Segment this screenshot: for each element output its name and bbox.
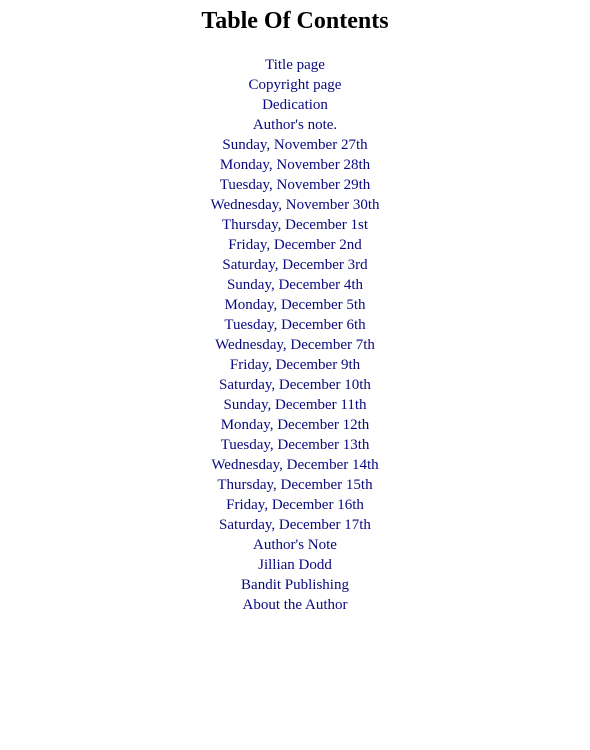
- toc-item: [0, 215, 590, 235]
- toc-link-title-page[interactable]: Title page: [265, 57, 325, 73]
- toc-item: [0, 335, 590, 355]
- toc-item: [0, 135, 590, 155]
- toc-item: [0, 235, 590, 255]
- toc-item: [0, 455, 590, 475]
- toc-link-chapter[interactable]: Thursday, December 1st: [221, 217, 369, 233]
- toc-link-publisher[interactable]: Bandit Publishing: [241, 577, 349, 593]
- toc-link-about-author[interactable]: About the Author: [242, 597, 348, 613]
- toc-link-chapter[interactable]: Friday, December 16th: [226, 497, 364, 513]
- page-title: Table Of Contents: [201, 8, 389, 34]
- toc-item: [0, 355, 590, 375]
- toc-item: [0, 575, 590, 595]
- toc-link-chapter[interactable]: Wednesday, November 30th: [210, 197, 380, 213]
- toc-link-chapter[interactable]: Sunday, November 27th: [222, 137, 368, 153]
- toc-link-chapter[interactable]: Friday, December 2nd: [228, 237, 362, 253]
- toc-link-chapter[interactable]: Thursday, December 15th: [217, 477, 373, 493]
- toc-link-chapter[interactable]: Tuesday, November 29th: [219, 177, 371, 193]
- toc-item: [0, 115, 590, 135]
- toc-link-chapter[interactable]: Saturday, December 17th: [219, 517, 371, 533]
- toc-item: [0, 515, 590, 535]
- toc-item: [0, 95, 590, 115]
- toc-link-authors-note-intro[interactable]: Author's note.: [252, 117, 338, 133]
- toc-link-dedication[interactable]: Dedication: [262, 97, 328, 113]
- toc-item: [0, 255, 590, 275]
- toc-item: [0, 195, 590, 215]
- toc-link-chapter[interactable]: Saturday, December 10th: [219, 377, 371, 393]
- toc-link-chapter[interactable]: Tuesday, December 6th: [224, 317, 366, 333]
- toc-link-chapter[interactable]: Wednesday, December 7th: [215, 337, 375, 353]
- toc-link-chapter[interactable]: Monday, December 12th: [220, 417, 370, 433]
- toc-item: [0, 375, 590, 395]
- toc-link-chapter[interactable]: Sunday, December 4th: [226, 277, 364, 293]
- toc-item: [0, 395, 590, 415]
- toc-link-author-name[interactable]: Jillian Dodd: [258, 557, 332, 573]
- toc-item: [0, 55, 590, 75]
- toc-link-chapter[interactable]: Saturday, December 3rd: [222, 257, 368, 273]
- toc-item: [0, 595, 590, 615]
- toc-link-authors-note[interactable]: Author's Note: [253, 537, 337, 553]
- toc-link-chapter[interactable]: Tuesday, December 13th: [220, 437, 370, 453]
- toc-link-chapter[interactable]: Monday, November 28th: [219, 157, 371, 173]
- toc-link-chapter[interactable]: Monday, December 5th: [224, 297, 366, 313]
- toc-link-chapter[interactable]: Friday, December 9th: [229, 357, 361, 373]
- toc-link-chapter[interactable]: Wednesday, December 14th: [211, 457, 379, 473]
- toc-item: [0, 275, 590, 295]
- toc-item: [0, 315, 590, 335]
- toc-item: [0, 555, 590, 575]
- toc-item: [0, 435, 590, 455]
- toc-item: [0, 155, 590, 175]
- toc-link-chapter[interactable]: Sunday, December 11th: [223, 397, 367, 413]
- toc-item: [0, 535, 590, 555]
- toc-item: [0, 475, 590, 495]
- toc-item: [0, 415, 590, 435]
- toc-item: [0, 495, 590, 515]
- toc-item: [0, 295, 590, 315]
- toc-link-copyright-page[interactable]: Copyright page: [248, 77, 342, 93]
- toc-item: [0, 175, 590, 195]
- toc-item: [0, 75, 590, 95]
- toc-list: [0, 55, 590, 615]
